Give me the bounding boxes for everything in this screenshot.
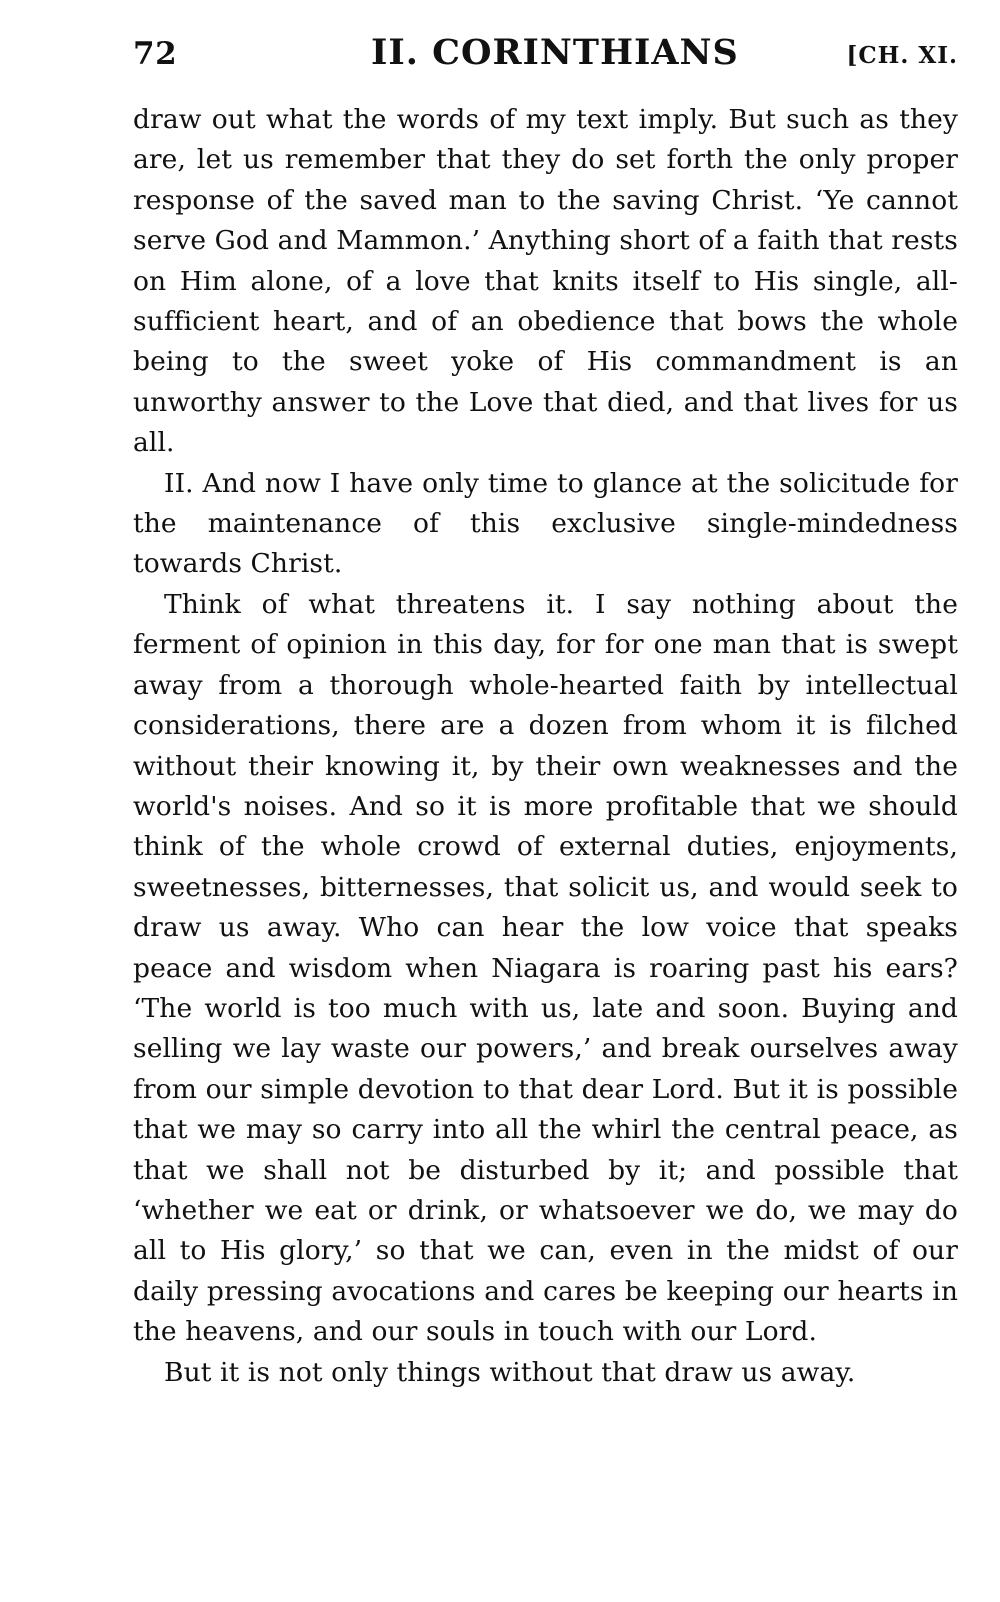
running-title: II. CORINTHIANS [371,32,739,73]
paragraph-threats: Think of what threatens it. I say nothing about the ferment of opinion in this day, for for one man that is swept away from a thorough whole-hearted faith by intellectual considerations, there are a dozen from whom it is filched without their knowing it, by their own weaknesses and the world's noises. And so it is more profitable that we should think of the whole crowd of external duties, enjoyments, sweetnesses, bitternesses, that solicit us, and would seek to draw us away. Who can hear the low voice that speaks peace and wisdom when Niagara is roaring past his ears? ‘The world is too much with us, late and soon. Buying and selling we lay waste our powers,’ and break ourselves away from our simple devotion to that dear Lord. But it is possible that we may so carry into all the whirl the central peace, as that we shall not be disturbed by it; and possible that ‘whether we eat or drink, or whatsoever we do, we may do all to His glory,’ so that we can, even in the midst of our daily pressing avocations and cares be keeping our hearts in the heavens, and our souls in touch with our Lord. [133,588,958,1348]
page-number: 72 [133,36,178,72]
page-header [133,28,958,84]
paragraph-closing: But it is not only things without that draw us away. [164,1356,856,1388]
paragraph-continuation: draw out what the words of my text imply. But such as they are, let us remember that they do set forth the only proper response of the saved man to the saving Christ. ‘Ye cannot serve God and Mammon.’ Anything short of a faith that rests on Him alone, of a love that knits itself to His single, all-sufficient heart, and of an obedience that bows the whole being to the sweet yoke of His commandment is an unworthy answer to the Love that died, and that lives for us all. [133,104,958,459]
paragraph-section-two: II. And now I have only time to glance at the solicitude for the maintenance of this exclusive single-mindedness towards Christ. [133,467,958,580]
body-text [133,100,958,1393]
chapter-reference: [CH. XI. [846,42,958,69]
